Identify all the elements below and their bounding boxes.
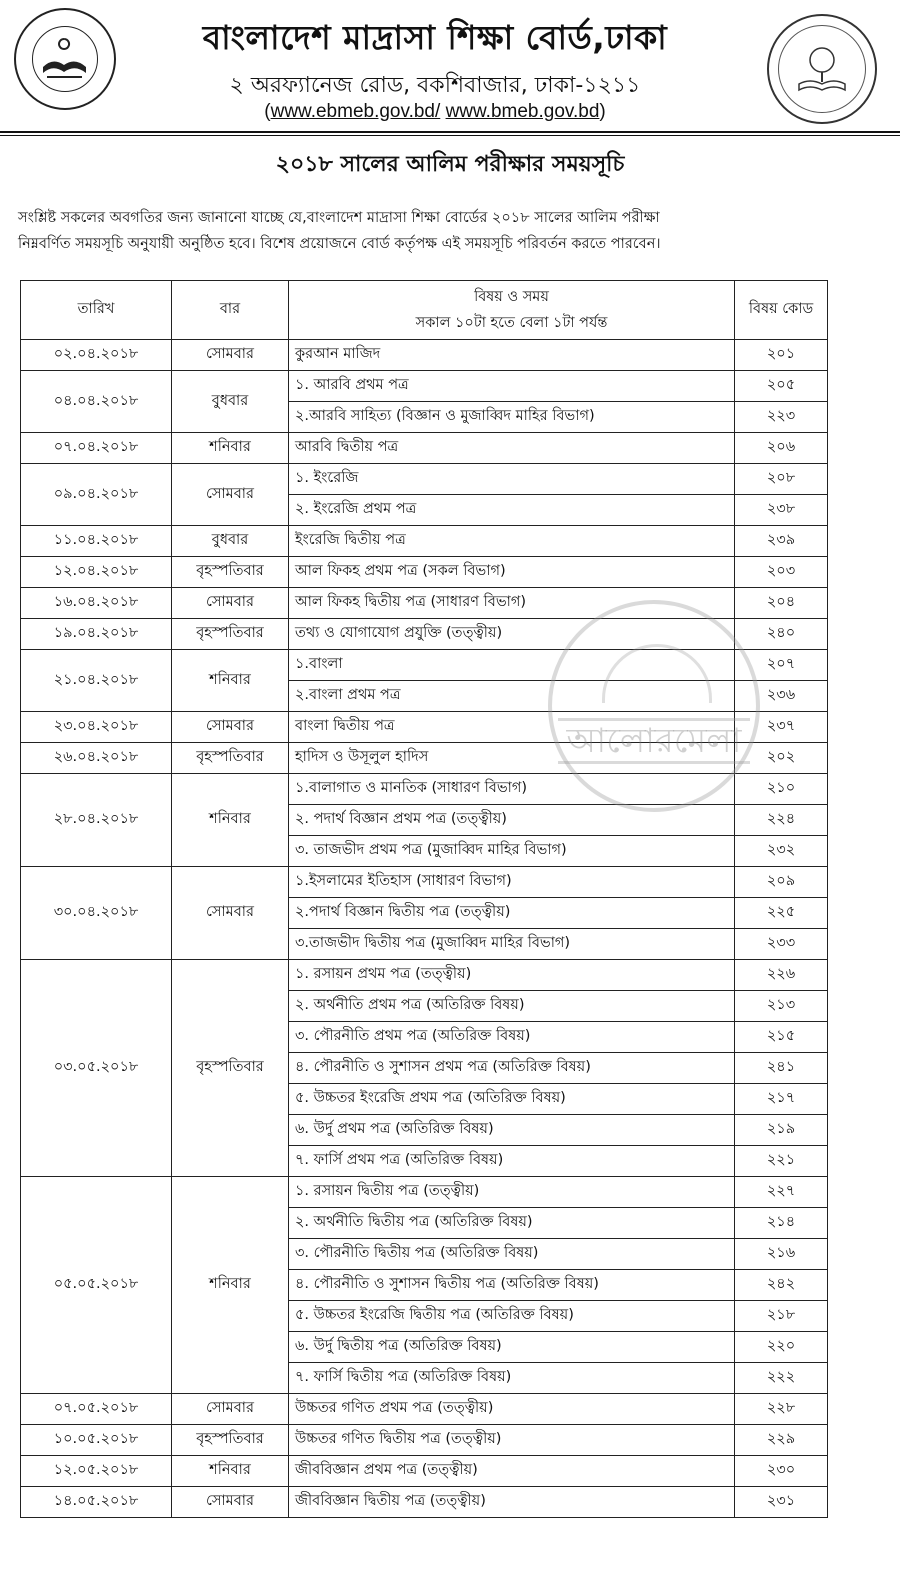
header-subject-label: বিষয় ও সময় bbox=[474, 289, 549, 305]
exam-day: সোমবার bbox=[172, 867, 289, 960]
exam-date: ১৪.০৫.২০১৮ bbox=[21, 1487, 172, 1518]
exam-date: ০৪.০৪.২০১৮ bbox=[21, 371, 172, 433]
exam-day: সোমবার bbox=[172, 1394, 289, 1425]
exam-day: সোমবার bbox=[172, 712, 289, 743]
subject-name: আল ফিকহ প্রথম পত্র (সকল বিভাগ) bbox=[289, 557, 735, 588]
subject-name: ৭. ফার্সি প্রথম পত্র (অতিরিক্ত বিষয়) bbox=[289, 1146, 735, 1177]
exam-day: বুধবার bbox=[172, 371, 289, 433]
subject-name: ৫. উচ্চতর ইংরেজি দ্বিতীয় পত্র (অতিরিক্ত বিষয়) bbox=[289, 1301, 735, 1332]
table-row bbox=[21, 557, 828, 588]
subject-name: ২. ইংরেজি প্রথম পত্র bbox=[289, 495, 735, 526]
subject-code: ২৩৮ bbox=[735, 495, 828, 526]
quran-emblem bbox=[32, 26, 98, 92]
exam-day: বৃহস্পতিবার bbox=[172, 960, 289, 1177]
exam-day: শনিবার bbox=[172, 1456, 289, 1487]
subject-name: ১.বাংলা bbox=[289, 650, 735, 681]
subject-code: ২৩৬ bbox=[735, 681, 828, 712]
subject-code: ২১৩ bbox=[735, 991, 828, 1022]
exam-date: ২৬.০৪.২০১৮ bbox=[21, 743, 172, 774]
exam-day: শনিবার bbox=[172, 774, 289, 867]
exam-date: ২৮.০৪.২০১৮ bbox=[21, 774, 172, 867]
subject-code: ২২৭ bbox=[735, 1177, 828, 1208]
subject-name: ১. আরবি প্রথম পত্র bbox=[289, 371, 735, 402]
exam-day: বৃহস্পতিবার bbox=[172, 557, 289, 588]
subject-name: ২.পদার্থ বিজ্ঞান দ্বিতীয় পত্র (তত্ত্বীয়) bbox=[289, 898, 735, 929]
book-tree-icon bbox=[779, 26, 865, 112]
table-row bbox=[21, 743, 828, 774]
subject-name: আল ফিকহ দ্বিতীয় পত্র (সাধারণ বিভাগ) bbox=[289, 588, 735, 619]
subject-code: ২৩২ bbox=[735, 836, 828, 867]
subject-name: ৩. তাজভীদ প্রথম পত্র (মুজাব্বিদ মাহির বিভাগ) bbox=[289, 836, 735, 867]
website-link-bmeb[interactable]: www.bmeb.gov.bd bbox=[445, 101, 600, 122]
header-divider bbox=[0, 131, 900, 133]
exam-day: শনিবার bbox=[172, 433, 289, 464]
exam-date: ১২.০৫.২০১৮ bbox=[21, 1456, 172, 1487]
subject-code: ২৪২ bbox=[735, 1270, 828, 1301]
subject-code: ২০১ bbox=[735, 340, 828, 371]
exam-date: ১০.০৫.২০১৮ bbox=[21, 1425, 172, 1456]
table-row bbox=[21, 464, 828, 495]
header-divider-thin bbox=[0, 135, 900, 136]
schedule-body bbox=[21, 340, 828, 1518]
exam-date: ১১.০৪.২০১৮ bbox=[21, 526, 172, 557]
subject-name: ২.আরবি সাহিত্য (বিজ্ঞান ও মুজাব্বিদ মাহির বিভাগ) bbox=[289, 402, 735, 433]
subject-name: ৬. উর্দু প্রথম পত্র (অতিরিক্ত বিষয়) bbox=[289, 1115, 735, 1146]
subject-code: ২২৫ bbox=[735, 898, 828, 929]
table-header-row bbox=[21, 281, 828, 340]
exam-date: ০৭.০৪.২০১৮ bbox=[21, 433, 172, 464]
subject-code: ২১৭ bbox=[735, 1084, 828, 1115]
subject-code: ২২৩ bbox=[735, 402, 828, 433]
table-row bbox=[21, 1487, 828, 1518]
subject-name: ৪. পৌরনীতি ও সুশাসন প্রথম পত্র (অতিরিক্ত বিষয়) bbox=[289, 1053, 735, 1084]
table-row bbox=[21, 1177, 828, 1208]
board-name: বাংলাদেশ মাদ্রাসা শিক্ষা বোর্ড,ঢাকা bbox=[202, 18, 668, 57]
subject-name: উচ্চতর গণিত প্রথম পত্র (তত্ত্বীয়) bbox=[289, 1394, 735, 1425]
notice-body bbox=[18, 205, 884, 257]
subject-code: ২২৯ bbox=[735, 1425, 828, 1456]
subject-code: ২২৬ bbox=[735, 960, 828, 991]
exam-day: বৃহস্পতিবার bbox=[172, 1425, 289, 1456]
table-row bbox=[21, 712, 828, 743]
subject-code: ২০৪ bbox=[735, 588, 828, 619]
table-row bbox=[21, 867, 828, 898]
table-row bbox=[21, 1394, 828, 1425]
exam-schedule-table bbox=[20, 280, 828, 1518]
exam-date: ০৫.০৫.২০১৮ bbox=[21, 1177, 172, 1394]
book-icon bbox=[33, 27, 96, 90]
subject-name: ৩. পৌরনীতি দ্বিতীয় পত্র (অতিরিক্ত বিষয়) bbox=[289, 1239, 735, 1270]
exam-date: ২১.০৪.২০১৮ bbox=[21, 650, 172, 712]
exam-day: সোমবার bbox=[172, 340, 289, 371]
board-websites bbox=[130, 101, 740, 123]
notice-title: ২০১৮ সালের আলিম পরীক্ষার সময়সূচি bbox=[275, 152, 625, 177]
subject-code: ২১৪ bbox=[735, 1208, 828, 1239]
subject-name: ১.বালাগাত ও মানতিক (সাধারণ বিভাগ) bbox=[289, 774, 735, 805]
watermark-text: আলোরমেলা bbox=[558, 718, 750, 764]
table-row bbox=[21, 650, 828, 681]
subject-code: ২৪০ bbox=[735, 619, 828, 650]
subject-code: ২৩০ bbox=[735, 1456, 828, 1487]
subject-name: তথ্য ও যোগাযোগ প্রযুক্তি (তত্ত্বীয়) bbox=[289, 619, 735, 650]
table-row bbox=[21, 433, 828, 464]
subject-code: ২২৪ bbox=[735, 805, 828, 836]
table-row bbox=[21, 526, 828, 557]
exam-day: শনিবার bbox=[172, 650, 289, 712]
subject-name: ৬. উর্দু দ্বিতীয় পত্র (অতিরিক্ত বিষয়) bbox=[289, 1332, 735, 1363]
table-row bbox=[21, 774, 828, 805]
subject-code: ২১৮ bbox=[735, 1301, 828, 1332]
subject-name: জীববিজ্ঞান প্রথম পত্র (তত্ত্বীয়) bbox=[289, 1456, 735, 1487]
exam-day: বৃহস্পতিবার bbox=[172, 619, 289, 650]
exam-date: ১৯.০৪.২০১৮ bbox=[21, 619, 172, 650]
subject-name: ১.ইসলামের ইতিহাস (সাধারণ বিভাগ) bbox=[289, 867, 735, 898]
subject-name: উচ্চতর গণিত দ্বিতীয় পত্র (তত্ত্বীয়) bbox=[289, 1425, 735, 1456]
exam-day: বৃহস্পতিবার bbox=[172, 743, 289, 774]
subject-code: ২০৭ bbox=[735, 650, 828, 681]
notice-line-1: সংশ্লিষ্ট সকলের অবগতির জন্য জানানো যাচ্ছে যে,বাংলাদেশ মাদ্রাসা শিক্ষা বোর্ডের ২০১৮ সালের আলিম পরীক্ষা bbox=[18, 210, 660, 226]
subject-name: আরবি দ্বিতীয় পত্র bbox=[289, 433, 735, 464]
subject-code: ২৩৩ bbox=[735, 929, 828, 960]
subject-code: ২১৫ bbox=[735, 1022, 828, 1053]
header-date: তারিখ bbox=[21, 281, 172, 340]
slogan-emblem bbox=[778, 25, 866, 113]
board-address: ২ অরফ্যানেজ রোড, বকশিবাজার, ঢাকা-১২১১ bbox=[229, 73, 641, 98]
subject-name: ১. রসায়ন প্রথম পত্র (তত্ত্বীয়) bbox=[289, 960, 735, 991]
subject-code: ২০৯ bbox=[735, 867, 828, 898]
table-row bbox=[21, 960, 828, 991]
website-close-paren: ) bbox=[599, 101, 606, 122]
table-row bbox=[21, 340, 828, 371]
table-row bbox=[21, 1456, 828, 1487]
exam-day: সোমবার bbox=[172, 464, 289, 526]
table-row bbox=[21, 371, 828, 402]
exam-date: ৩০.০৪.২০১৮ bbox=[21, 867, 172, 960]
subject-code: ২১০ bbox=[735, 774, 828, 805]
subject-name: ২.বাংলা প্রথম পত্র bbox=[289, 681, 735, 712]
subject-name: হাদিস ও উসূলুল হাদিস bbox=[289, 743, 735, 774]
subject-code: ২০২ bbox=[735, 743, 828, 774]
header-time-label: সকাল ১০টা হতে বেলা ১টা পর্যন্ত bbox=[415, 315, 608, 331]
subject-code: ২০৬ bbox=[735, 433, 828, 464]
subject-name: কুরআন মাজিদ bbox=[289, 340, 735, 371]
exam-date: ০২.০৪.২০১৮ bbox=[21, 340, 172, 371]
exam-date: ১৬.০৪.২০১৮ bbox=[21, 588, 172, 619]
exam-day: শনিবার bbox=[172, 1177, 289, 1394]
exam-date: ০৩.০৫.২০১৮ bbox=[21, 960, 172, 1177]
subject-name: ১. রসায়ন দ্বিতীয় পত্র (তত্ত্বীয়) bbox=[289, 1177, 735, 1208]
subject-name: ৩.তাজভীদ দ্বিতীয় পত্র (মুজাব্বিদ মাহির বিভাগ) bbox=[289, 929, 735, 960]
education-slogan-logo bbox=[767, 14, 877, 124]
subject-name: ৫. উচ্চতর ইংরেজি প্রথম পত্র (অতিরিক্ত বিষয়) bbox=[289, 1084, 735, 1115]
subject-code: ২৩৯ bbox=[735, 526, 828, 557]
subject-code: ২২০ bbox=[735, 1332, 828, 1363]
subject-code: ২৩৭ bbox=[735, 712, 828, 743]
subject-name: জীববিজ্ঞান দ্বিতীয় পত্র (তত্ত্বীয়) bbox=[289, 1487, 735, 1518]
header-code: বিষয় কোড bbox=[735, 281, 828, 340]
subject-code: ২০৩ bbox=[735, 557, 828, 588]
website-link-ebmeb[interactable]: www.ebmeb.gov.bd/ bbox=[270, 101, 441, 122]
subject-name: ইংরেজি দ্বিতীয় পত্র bbox=[289, 526, 735, 557]
subject-code: ২২৮ bbox=[735, 1394, 828, 1425]
exam-date: ০৯.০৪.২০১৮ bbox=[21, 464, 172, 526]
exam-date: ১২.০৪.২০১৮ bbox=[21, 557, 172, 588]
subject-name: ২. অর্থনীতি দ্বিতীয় পত্র (অতিরিক্ত বিষয়) bbox=[289, 1208, 735, 1239]
website-open-paren: ( bbox=[264, 101, 271, 122]
subject-name: বাংলা দ্বিতীয় পত্র bbox=[289, 712, 735, 743]
madrasah-board-seal-logo bbox=[14, 8, 116, 110]
header-day: বার bbox=[172, 281, 289, 340]
subject-code: ২২২ bbox=[735, 1363, 828, 1394]
header-subject bbox=[289, 281, 735, 340]
exam-date: ২৩.০৪.২০১৮ bbox=[21, 712, 172, 743]
subject-code: ২২১ bbox=[735, 1146, 828, 1177]
table-row bbox=[21, 1425, 828, 1456]
subject-code: ২০৮ bbox=[735, 464, 828, 495]
notice-line-2: নিম্নবর্ণিত সময়সূচি অনুযায়ী অনুষ্ঠিত হবে। বিশেষ প্রয়োজনে বোর্ড কর্তৃপক্ষ এই সময়সূচি পরিবর্তন করতে পারবেন। bbox=[18, 236, 661, 252]
subject-code: ২১৬ bbox=[735, 1239, 828, 1270]
exam-day: সোমবার bbox=[172, 588, 289, 619]
subject-name: ১. ইংরেজি bbox=[289, 464, 735, 495]
subject-code: ২১৯ bbox=[735, 1115, 828, 1146]
table-row bbox=[21, 588, 828, 619]
exam-date: ০৭.০৫.২০১৮ bbox=[21, 1394, 172, 1425]
exam-day: সোমবার bbox=[172, 1487, 289, 1518]
subject-name: ৪. পৌরনীতি ও সুশাসন দ্বিতীয় পত্র (অতিরিক্ত বিষয়) bbox=[289, 1270, 735, 1301]
subject-code: ২০৫ bbox=[735, 371, 828, 402]
subject-name: ২. অর্থনীতি প্রথম পত্র (অতিরিক্ত বিষয়) bbox=[289, 991, 735, 1022]
exam-day: বুধবার bbox=[172, 526, 289, 557]
subject-code: ২৪১ bbox=[735, 1053, 828, 1084]
table-row bbox=[21, 619, 828, 650]
subject-name: ২. পদার্থ বিজ্ঞান প্রথম পত্র (তত্ত্বীয়) bbox=[289, 805, 735, 836]
subject-name: ৩. পৌরনীতি প্রথম পত্র (অতিরিক্ত বিষয়) bbox=[289, 1022, 735, 1053]
subject-code: ২৩১ bbox=[735, 1487, 828, 1518]
subject-name: ৭. ফার্সি দ্বিতীয় পত্র (অতিরিক্ত বিষয়) bbox=[289, 1363, 735, 1394]
